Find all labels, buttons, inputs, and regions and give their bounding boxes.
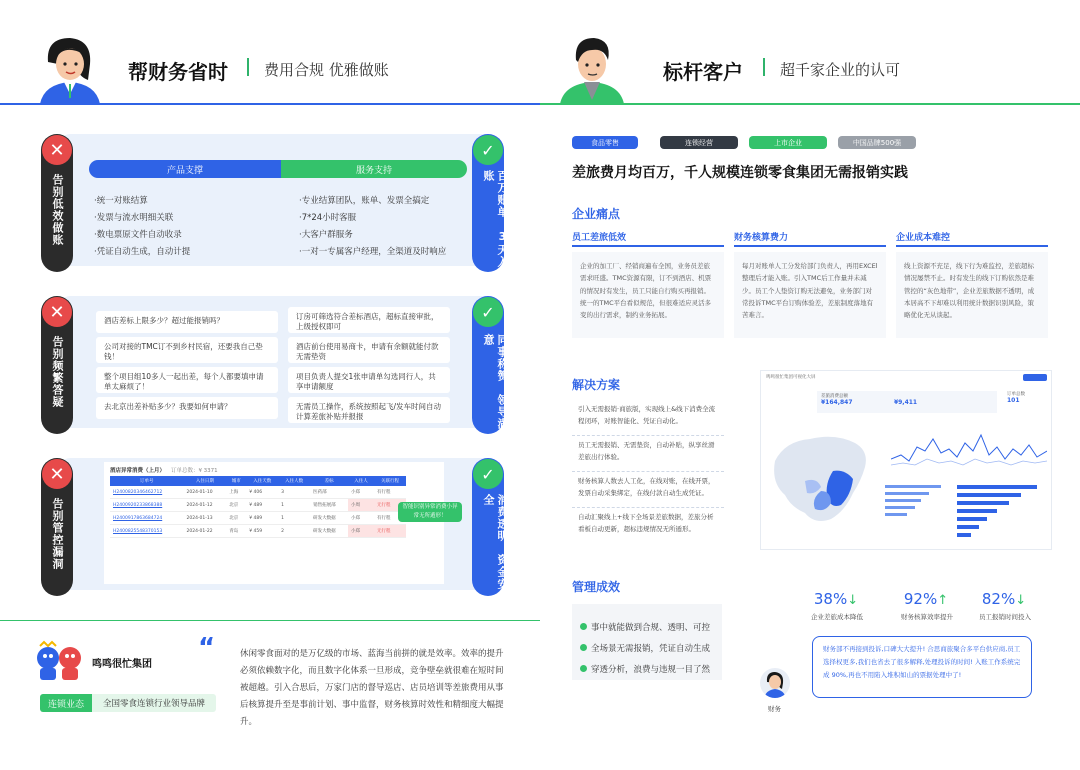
case-title: 差旅费月均百万，千人规模连锁零食集团无需报销实践 <box>572 165 908 181</box>
pain-title: 员工差旅低效 <box>572 233 627 243</box>
divider <box>763 58 765 76</box>
problem-label: 告别管控漏洞 <box>51 498 64 570</box>
industry-tag: 连锁业态 <box>40 694 92 712</box>
benefit-label: 百万账单，3天入账 <box>482 170 509 268</box>
pain-card <box>734 252 886 338</box>
answer-bubble: 酒店前台使用易商卡，申请有余额就能付款无需垫资 <box>288 337 450 363</box>
stat-value: 92% <box>903 590 938 608</box>
section-rule <box>0 620 540 621</box>
industry-desc: 全国零食连锁行业领导品牌 <box>92 694 216 712</box>
problem-label: 告别频繁答疑 <box>51 336 64 408</box>
list-item: ·一对一专属客户经理，全渠道及时响应 <box>299 247 447 257</box>
product-list <box>94 194 190 262</box>
list-item <box>580 616 714 637</box>
stat-value: 38% <box>813 590 848 608</box>
close-icon: ✕ <box>42 297 72 327</box>
column-header: 入住人 <box>348 476 374 486</box>
table-cell: 2024-01-22 <box>183 525 226 538</box>
service-list <box>299 194 446 262</box>
right-header-rule <box>540 103 1080 105</box>
arrow-down-icon: ↓ <box>1015 593 1027 608</box>
anomaly-table <box>110 476 406 538</box>
dashboard-button[interactable] <box>1023 374 1047 381</box>
problem-pill <box>41 134 73 272</box>
question-bubble: 整个项目组10多人一起出差，每个人都要填申请单太麻烦了！ <box>96 367 278 393</box>
metric-value: ¥164,847 <box>821 399 853 406</box>
pain-header <box>572 230 724 247</box>
section-title: 解决方案 <box>572 378 621 392</box>
listed-tag: 上市企业 <box>749 136 827 149</box>
close-icon: ✕ <box>42 459 72 489</box>
solution-list <box>572 400 724 548</box>
list-item: 财务核算人数去人工化，在线对账，在线开票，发票自动采集绑定，在线付款自动生成凭证。 <box>572 472 724 508</box>
finance-avatar <box>760 668 790 698</box>
pain-header <box>896 230 1048 247</box>
bar-graphic <box>957 483 1047 543</box>
stat-block <box>804 589 868 608</box>
table-cell: ¥ 459 <box>246 525 278 538</box>
list-item: ·7*24小时客服 <box>299 213 357 223</box>
benefit-pill <box>472 296 509 434</box>
problem-label: 告别低效做账 <box>51 174 64 246</box>
table-cell: 小周 <box>348 499 374 512</box>
table-row <box>110 499 406 512</box>
metric-label: 差旅消费总额 <box>821 394 848 399</box>
client-man-avatar <box>556 30 628 104</box>
table-cell: 小郑 <box>348 486 374 499</box>
stat-value: 82% <box>981 590 1016 608</box>
trend-line-graphic <box>891 429 1047 473</box>
table-cell: 北京 <box>226 499 246 512</box>
list-item: ·大客户群服务 <box>299 230 353 240</box>
industry-tag: 食品零售 <box>572 136 638 149</box>
pain-title: 企业成本难控 <box>896 233 951 243</box>
brand-name: 鸣鸣很忙集团 <box>92 659 152 670</box>
check-icon: ✓ <box>473 135 503 165</box>
column-header: 入住天数 <box>246 476 278 486</box>
column-header: 订单号 <box>110 476 183 486</box>
question-bubble: 公司对接的TMC订不到乡村民宿，还要我自己垫钱！ <box>96 337 278 363</box>
table-cell: 销售拓展部 <box>310 499 348 512</box>
left-header-title: 帮财务省时 <box>128 60 228 84</box>
benefit-pill <box>472 458 509 596</box>
arrow-up-icon: ↑ <box>937 593 949 608</box>
pain-title: 财务核算费力 <box>734 233 789 243</box>
brand-mascot-logo <box>34 640 86 682</box>
stat-block <box>972 589 1036 608</box>
table-cell: ¥ 489 <box>246 512 278 525</box>
section-title: 管理成效 <box>572 580 621 594</box>
list-item: 引入无需报销·商旅版，实现线上&线下消费全流程闭环，对账智能化、凭证自动化。 <box>572 400 724 436</box>
table-row <box>110 512 406 525</box>
list-item: 员工无需报销、无需垫资，自动补贴，纵享丝滑差旅出行体验。 <box>572 436 724 472</box>
check-icon: ✓ <box>473 459 503 489</box>
table-cell: 1 <box>278 499 310 512</box>
tab-service[interactable]: 服务支持 <box>281 160 467 178</box>
answer-bubble: 项目负责人提交1张申请单勾选同行人，共享申请额度 <box>288 367 450 393</box>
column-header: 入住日期 <box>183 476 226 486</box>
answer-bubble: 订房可筛选符合差标酒店，超标直接审批，上级授权即可 <box>288 307 450 333</box>
benefit-label: 消费透明，资金安全 <box>482 494 509 590</box>
anomaly-callout: 智能识别异常消费小异常无所遁形！ <box>398 502 462 522</box>
table-cell: 北京 <box>226 512 246 525</box>
benefit-pill <box>472 134 509 272</box>
pain-text: 企业的加工厂、经销商遍布全国，业务员差旅需求旺盛。TMC资源有限，订不到酒店、机票的情况时有发生，员工只能自行购买再报销。统一的TMC平台看似规范，但很难适应灵活多变的出行需求，制约业务拓展。 <box>580 262 712 320</box>
order-link[interactable]: H2400825548370153 <box>110 525 183 538</box>
china-map-graphic <box>765 421 875 531</box>
column-header: 关联行程 <box>374 476 406 486</box>
column-header: 城市 <box>226 476 246 486</box>
table-cell: 有行程 <box>374 512 406 525</box>
list-item: ·凭证自动生成，自动计提 <box>94 247 191 257</box>
table-cell: 2024-01-12 <box>183 499 226 512</box>
result-text: 事中就能做到合规、透明、可控 <box>591 622 711 633</box>
order-link[interactable]: H2400920233868388 <box>110 499 183 512</box>
pain-header <box>734 230 886 247</box>
table-cell: 2024-01-13 <box>183 512 226 525</box>
table-cell: 上海 <box>226 486 246 499</box>
dashboard-screenshot <box>760 370 1052 550</box>
left-header-subtitle: 费用合规 优雅做账 <box>264 61 389 79</box>
table-cell: 医药部 <box>310 486 348 499</box>
stat-label: 财务核算效率提升 <box>901 613 953 621</box>
dashboard-title: 鸣鸣很忙集团可视化大屏 <box>766 375 816 380</box>
pain-card <box>896 252 1048 338</box>
quote-icon: “ <box>198 633 216 663</box>
table-cell: ¥ 489 <box>246 499 278 512</box>
table-cell: 无行程 <box>374 499 406 512</box>
metric-value: ¥9,411 <box>893 399 918 406</box>
list-item: ·发票与流水明细关联 <box>94 213 174 223</box>
table-cell: 研发大数据 <box>310 512 348 525</box>
right-header-subtitle: 超千家企业的认可 <box>780 61 901 79</box>
divider <box>247 58 249 76</box>
finance-woman-avatar <box>34 32 106 104</box>
table-cell: 3 <box>278 486 310 499</box>
table-cell: ¥ 406 <box>246 486 278 499</box>
table-cell: 2 <box>278 525 310 538</box>
table-cell: 2024-01-10 <box>183 486 226 499</box>
table-cell: 无行程 <box>374 525 406 538</box>
feedback-role: 财务 <box>768 705 781 713</box>
stat-label: 员工报销时间投入 <box>979 613 1031 621</box>
stat-label: 企业差旅成本降低 <box>811 613 863 621</box>
result-text: 全场景无需报销，凭证自动生成 <box>591 643 711 654</box>
list-item: ·专业结算团队，账单、发票全搞定 <box>299 196 430 206</box>
answer-bubble: 无需员工操作，系统按照起飞/发车时间自动计算差旅补贴并报报 <box>288 397 450 423</box>
table-cell: 青岛 <box>226 525 246 538</box>
bar-graphic <box>885 483 951 543</box>
problem-pill <box>41 458 73 596</box>
list-item <box>580 637 714 658</box>
result-text: 穿透分析，浪费与违规一目了然 <box>591 664 711 675</box>
anomaly-table-card <box>104 462 444 584</box>
table-cell: 有行程 <box>374 486 406 499</box>
close-icon: ✕ <box>42 135 72 165</box>
left-header-rule <box>0 103 540 105</box>
table-row <box>110 525 406 538</box>
business-tag: 连锁经营 <box>660 136 738 149</box>
section-title: 企业痛点 <box>572 207 621 221</box>
column-header: 差标 <box>310 476 348 486</box>
order-link[interactable]: H2400917863684724 <box>110 512 183 525</box>
problem-pill <box>41 296 73 434</box>
testimonial-quote: 休闲零食面对的是万亿级的市场、蓝海当前拼的就是效率。效率的提升必须依赖数字化，而且数字化体系一旦形成，竞争壁垒就很难在短时间被超越。引入合思后，万家门店的督导巡店、店员培训等差旅费用从事后核算提升至是事前计划、事中监督，财务核算时效性和精细度大幅提升。 <box>240 649 504 727</box>
list-item: ·数电票原文件自动收录 <box>94 230 182 240</box>
order-link[interactable]: H2400820346462712 <box>110 486 183 499</box>
question-bubble: 去北京出差补贴多少？我要如何申请？ <box>96 397 278 419</box>
list-item: 自动汇聚线上+线下全场景差旅数据，差旅分析看板自动更新，超标违规情况无所遁形。 <box>578 513 714 533</box>
check-dot-icon <box>580 665 587 672</box>
arrow-down-icon: ↓ <box>847 593 859 608</box>
feedback-bubble: 财务部不再接到投诉,口碑大大提升! 合思商旅聚合多平台供应商,员工选择权更多,我们也省去了很多解释,处理投诉的时间! 入账工作系统完成 90%,再也不用陷入堆积如山的票据处理中了! <box>812 636 1032 698</box>
pain-card <box>572 252 724 338</box>
table-cell: 小郑 <box>348 525 374 538</box>
metric-label: 订单总数 <box>1007 392 1025 397</box>
tab-product[interactable]: 产品支撑 <box>89 160 281 178</box>
table-cell: 小郑 <box>348 512 374 525</box>
table-cell: 研发大数据 <box>310 525 348 538</box>
stat-block <box>894 589 958 608</box>
order-count <box>1007 391 1025 404</box>
list-item <box>580 658 714 679</box>
column-header: 入住人数 <box>278 476 310 486</box>
benefit-label: 同事称赞，领导满意 <box>482 334 509 430</box>
dashboard-metrics <box>817 391 997 413</box>
table-title: 酒店异常消费（上月） <box>110 468 166 474</box>
right-header-title: 标杆客户 <box>663 60 743 84</box>
table-cell: 1 <box>278 512 310 525</box>
results-list <box>572 604 722 680</box>
check-icon: ✓ <box>473 297 503 327</box>
metric-value: 101 <box>1007 397 1020 404</box>
check-dot-icon <box>580 644 587 651</box>
check-dot-icon <box>580 623 587 630</box>
question-bubble: 酒店差标上限多少？超过能报销吗？ <box>96 311 278 333</box>
pain-text: 每月对账单人工分发给部门负责人，再用EXCEl整理后才能入账。引入TMC后工作量并未减少。员工个人垫资订购无法避免，业务部门对常投诉TMC平台订购体验差，差旅制度落地有苦难言。 <box>742 262 878 320</box>
brand-rank-tag: 中国品牌500强 <box>838 136 916 149</box>
table-meta: 订单总数：¥ 3371 <box>170 468 218 474</box>
list-item: ·统一对账结算 <box>94 196 148 206</box>
pain-text: 线上资源不充足，线下行为难监控，差旅超标情况屡禁不止。时有发生的线下订购依然是难管控的“灰色地带”，企业差旅数据不透明，成本居高不下却难以利用统计数据识别风险，策略优化无从谈起。 <box>904 262 1035 320</box>
table-row <box>110 486 406 499</box>
